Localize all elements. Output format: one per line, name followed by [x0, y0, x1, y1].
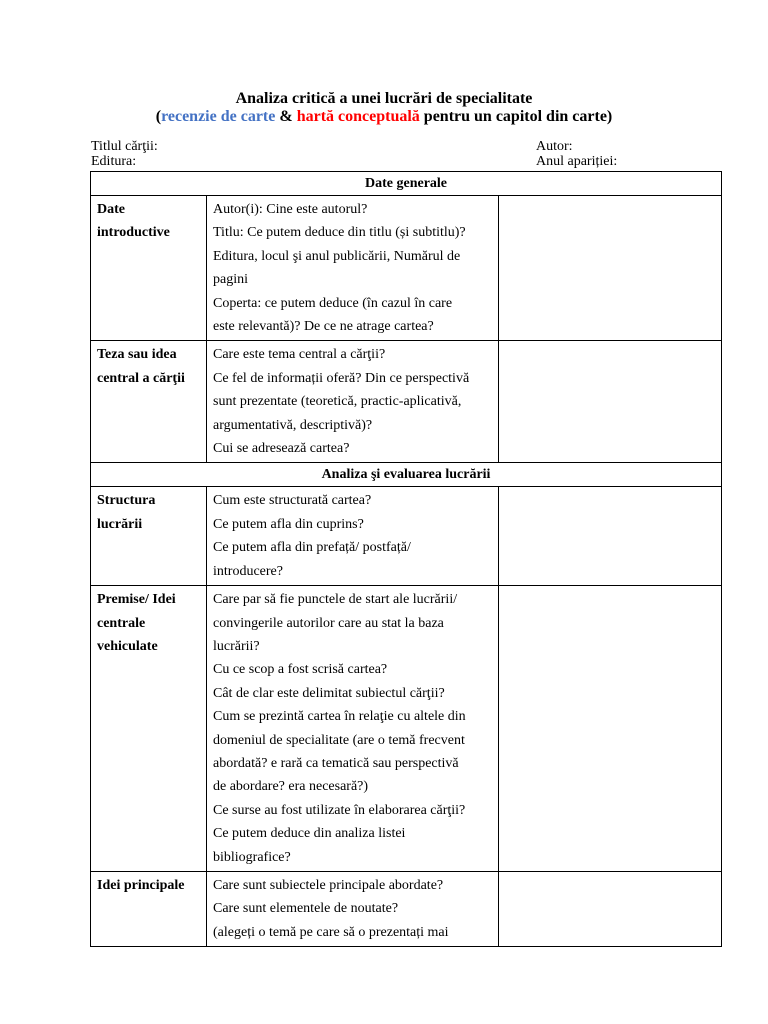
meta-right: [536, 139, 617, 169]
answer-cell[interactable]: [499, 586, 722, 872]
answer-cell[interactable]: [499, 341, 722, 463]
answer-cell[interactable]: [499, 487, 722, 586]
row-questions: [207, 487, 499, 586]
answer-cell[interactable]: [499, 871, 722, 946]
question-line: Editura, locul şi anul publicării, Numărul de: [213, 248, 461, 264]
year-label: Anul apariției:: [536, 154, 618, 169]
subtitle-ampersand: &: [275, 108, 297, 125]
question-line: Cum se prezintă cartea în relaţie cu altele din: [213, 709, 466, 725]
subtitle-book-review: recenzie de carte: [161, 108, 276, 125]
question-line: Coperta: ce putem deduce (în cazul în care: [213, 295, 453, 311]
question-line: Care sunt elementele de noutate?: [213, 901, 399, 917]
question-line: Cum este structurată cartea?: [213, 493, 372, 509]
question-line: domeniul de specialitate (are o temă frecvent: [213, 732, 465, 748]
meta-left: [91, 139, 158, 169]
question-line: Cât de clar este delimitat subiectul cărţii?: [213, 685, 445, 701]
title-subtitle: [0, 108, 768, 126]
row-label-line: lucrării: [97, 516, 143, 532]
question-line: Cui se adresează cartea?: [213, 441, 350, 457]
row-label-line: Date: [97, 202, 125, 217]
question-line: Care este tema central a cărţii?: [213, 347, 386, 363]
table-row: [91, 487, 722, 586]
subtitle-concept-map: hartă conceptuală: [296, 108, 420, 125]
question-line: Care sunt subiectele principale abordate?: [213, 877, 444, 893]
row-questions: [207, 341, 499, 463]
row-label-line: vehiculate: [97, 638, 158, 654]
section-header-general: Date generale: [91, 172, 722, 196]
row-label: [91, 341, 207, 463]
row-questions: [207, 196, 499, 341]
question-line: Ce surse au fost utilizate în elaborarea cărţii?: [213, 802, 466, 818]
table-row: [91, 586, 722, 872]
question-line: Ce putem afla din cuprins?: [213, 516, 364, 532]
question-line: Ce putem deduce din analiza listei: [213, 826, 406, 842]
question-line: Cu ce scop a fost scrisă cartea?: [213, 662, 388, 678]
analysis-table: [90, 171, 722, 947]
subtitle-rest: pentru un capitol din carte): [419, 108, 613, 125]
row-label: [91, 586, 207, 872]
row-label: [91, 196, 207, 341]
question-line: bibliografice?: [213, 849, 291, 865]
section-row-analysis: [91, 463, 722, 487]
row-label-line: introductive: [97, 225, 170, 241]
publisher-label: Editura:: [91, 154, 137, 169]
question-line: de abordare? era necesară?): [213, 779, 369, 795]
row-label-line: centrale: [97, 615, 146, 631]
question-line: Ce fel de informații oferă? Din ce perspectivă: [213, 370, 470, 386]
question-line: convingerile autorilor care au stat la baza: [213, 615, 444, 631]
question-line: Care par să fie punctele de start ale lucrării/: [213, 592, 458, 608]
question-line: lucrării?: [213, 638, 260, 654]
book-title-label: Titlul cărţii:: [91, 139, 158, 154]
title-main: Analiza critică a unei lucrări de specialitate: [235, 90, 533, 107]
row-label: [91, 871, 207, 946]
author-label: Autor:: [536, 139, 573, 154]
row-label-line: Teza sau idea: [97, 347, 177, 363]
question-line: este relevantă)? De ce ne atrage cartea?: [213, 319, 434, 335]
question-line: (alegeți o temă pe care să o prezentați mai: [213, 924, 449, 940]
row-questions: [207, 871, 499, 946]
question-line: argumentativă, descriptivă)?: [213, 417, 373, 433]
question-line: sunt prezentate (teoretică, practic-aplicativă,: [213, 394, 462, 410]
row-label-line: central a cărţii: [97, 370, 185, 386]
document-title: [0, 90, 768, 126]
question-line: Ce putem afla din prefață/ postfață/: [213, 540, 411, 556]
question-line: introducere?: [213, 563, 283, 579]
table-row: [91, 871, 722, 946]
subtitle-open-paren: (: [155, 108, 162, 125]
row-label-line: Structura: [97, 493, 156, 509]
row-label-line: Idei principale: [97, 877, 185, 893]
row-label: [91, 487, 207, 586]
section-row-general: [91, 172, 722, 196]
row-label-line: Premise/ Idei: [97, 592, 176, 608]
question-line: pagini: [213, 272, 248, 288]
question-line: abordată? e rară ca tematică sau perspectivă: [213, 755, 459, 771]
section-header-analysis: Analiza şi evaluarea lucrării: [91, 463, 722, 487]
row-questions: [207, 586, 499, 872]
question-line: Autor(i): Cine este autorul?: [213, 202, 368, 217]
table-row: [91, 196, 722, 341]
question-line: Titlu: Ce putem deduce din titlu (și subtitlu)?: [213, 225, 466, 241]
answer-cell[interactable]: [499, 196, 722, 341]
table-row: [91, 341, 722, 463]
